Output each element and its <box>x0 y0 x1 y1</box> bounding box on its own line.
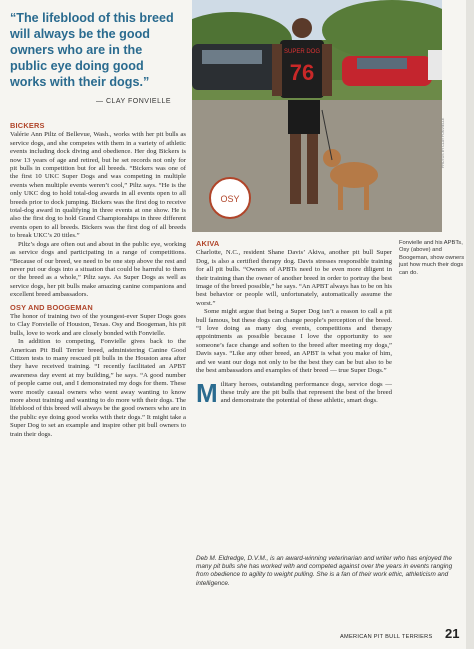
middle-column <box>196 240 392 406</box>
osy-badge-label: OSY <box>220 194 240 204</box>
dog <box>330 162 378 188</box>
page-number: 21 <box>445 626 460 641</box>
section-heading-akiva: AKIVA <box>196 239 220 248</box>
section-heading-osy-boogeman: OSY AND BOOGEMAN <box>10 302 93 312</box>
osy-paragraph-1: The honor of training two of the youngest-ever Super Dogs goes to Clay Fonvielle of Houston, Texas. Osy and Boogeman, his pit bulls, love to work and are closely bonded with Fonvielle. <box>10 312 186 337</box>
author-bio: Deb M. Eldredge, D.V.M., is an award-winning veterinarian and writer who has enjoyed the many pit bulls she has worked with and competed against over the years in events ranging from obedience to agility to weight pulling. She is a fan of their work ethic, athleticism and intelligence. <box>196 555 453 587</box>
jersey-text: SUPER DOG <box>283 49 321 55</box>
photo-caption: Fonvielle and his APBTs, Osy (above) and Boogeman, show owners just how much their dogs can do. <box>399 240 465 276</box>
drop-cap: M <box>196 377 218 408</box>
akiva-paragraph-1: Charlotte, N.C., resident Shane Davis’ Akiva, another pit bull Super Dog, is also a certified therapy dog. Davis stresses responsible training for all pit bulls. “Owners of APBTs need to be even more diligent in their training than the owner of another breed in order to portray the best image of the breed possible,” he says. “An APBT always has to be on his best behavior or people will, unfortunately, automatically assume the worst.” <box>196 249 392 307</box>
closing-text: ilitary heroes, outstanding performance dogs, service dogs — these truly are the pit bulls that represent the best of the breed and demonstrate the potential of these athletic, smart dogs. <box>220 380 392 405</box>
person-head <box>292 18 312 38</box>
jersey-number: 76 <box>289 60 315 85</box>
page-edge <box>466 0 474 649</box>
bickers-paragraph-2: Piltz’s dogs are often out and about in the public eye, working as service dogs and participating in a range of competitions. “Because of our breed, we need to be one step above the rest and never put our dogs into a situation that could be harmful to them or the breed as a whole,” Piltz says. As Super Dogs as well as service dogs, her pit bulls make amazing canine companions and excellent breed ambassadors. <box>10 240 186 299</box>
akiva-paragraph-2: Some might argue that being a Super Dog isn’t a reason to call a pit bull famous, but these dogs can change people’s perception of the breed. “I love doing as many dog events, competitions and therapy appointments as possible because I love the opportunity to see someone’s face change and soften to the breed after meeting my dogs,” Davis says. “Like any other breed, an APBT is what you make of him, and we want our dogs not only to be the best they can be but also to be the best ambassadors and examples of their breed — true Super Dogs.” <box>196 308 392 375</box>
photo-illustration <box>192 0 442 232</box>
pull-quote-attribution: — CLAY FONVIELLE <box>96 98 172 105</box>
photo-credit: PHOTOS BY CLAY FONVIELLE <box>441 117 445 168</box>
bickers-paragraph-1: Valérie Ann Piltz of Bellevue, Wash., works with her pit bulls as service dogs, and she competes with them in a variety of athletic events including dock diving and obedience. Her dog Bickers is now 13 years of age and retired, but he set records not only for pit bulls in competition but for all breeds. “Bickers was one of the first 10 UKC Super Dogs and was competing in multiple events when multiple events weren’t cool,” Piltz says. “He is the only UKC dog to hold total-dog awards in all events open to all breeds prior to dock jumping. Bickers was the first dog to receive total-dog award in qualifying in three events at one show. He is also the first dog to hold Grand Championships in three different events open to all breeds. Bickers was the first dog of all breeds to break UKC’s 20 titles.” <box>10 131 186 240</box>
osy-paragraph-2: In addition to competing, Fonvielle gives back to the American Pit Bull Terrier breed, administering Canine Good Citizen tests to many rescued pit bulls in the Houston area after they have received training. “I recently facilitated an APBT awareness day event at my building,” he says. “A good number of people came out, and I demonstrated my dogs for them. These were mostly casual owners who went away wanting to know more about training and wanting to do more with their dogs. The lifeblood of this breed will always be the good owners who are in the public eye doing good works with their dogs.” It might take a Super Dog to set an example and inspire other pit bull owners to train their dogs. <box>10 338 186 438</box>
magazine-footer: AMERICAN PIT BULL TERRIERS <box>340 634 433 640</box>
closing-paragraph <box>196 377 392 408</box>
left-column <box>10 122 186 439</box>
feature-photo <box>192 0 442 232</box>
section-heading-bickers: BICKERS <box>10 121 45 130</box>
pull-quote: “The lifeblood of this breed will always be the good owners who are in the public eye doing good works with their dogs.” <box>10 11 174 89</box>
